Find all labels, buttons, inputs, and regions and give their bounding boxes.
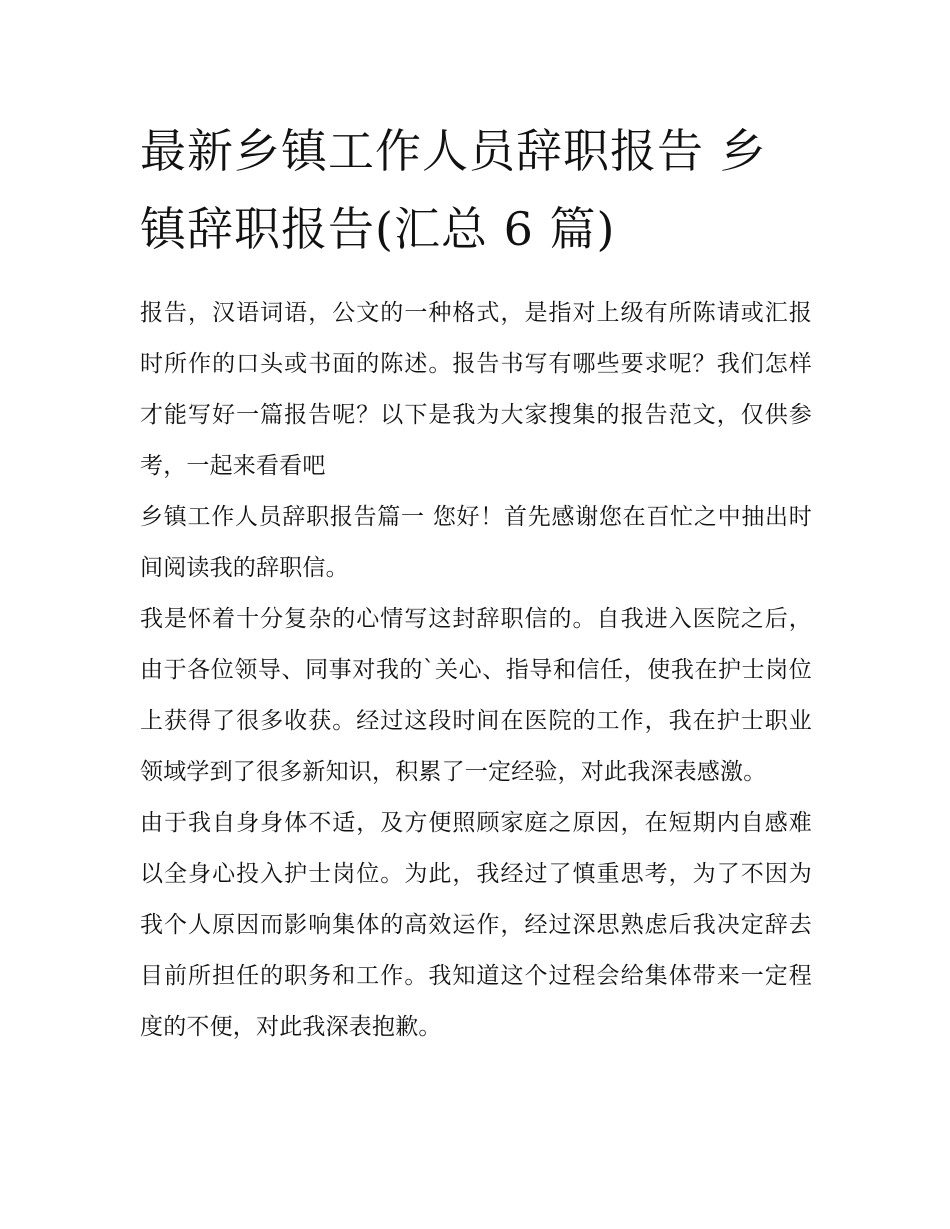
paragraph-gratitude: 我是怀着十分复杂的心情写这封辞职信的。自我进入医院之后，由于各位领导、同事对我的`关心、指导和信任，使我在护士岗位上获得了很多收获。经过这段时间在医院的工作，我在护士职业领域学到了很多新知识，积累了一定经验，对此我深表感激。: [140, 606, 812, 785]
paragraph-reason: 由于我自身身体不适，及方便照顾家庭之原因，在短期内自感难以全身心投入护士岗位。为此，我经过了慎重思考，为了不因为我个人原因而影响集体的高效运作，经过深思熟虑后我决定辞去目前所担任的职务和工作。我知道这个过程会给集体带来一定程度的不便，对此我深表抱歉。: [140, 810, 812, 1040]
document-title: 最新乡镇工作人员辞职报告 乡镇辞职报告(汇总 6 篇): [140, 124, 767, 256]
document-page: [140, 112, 812, 1053]
paragraph-intro: 报告，汉语词语，公文的一种格式，是指对上级有所陈请或汇报时所作的口头或书面的陈述。报告书写有哪些要求呢？我们怎样才能写好一篇报告呢？以下是我为大家搜集的报告范文，仅供参考，一起来看看吧: [140, 300, 812, 479]
paragraph-greeting: 乡镇工作人员辞职报告篇一 您好！首先感谢您在百忙之中抽出时间阅读我的辞职信。: [140, 504, 812, 581]
